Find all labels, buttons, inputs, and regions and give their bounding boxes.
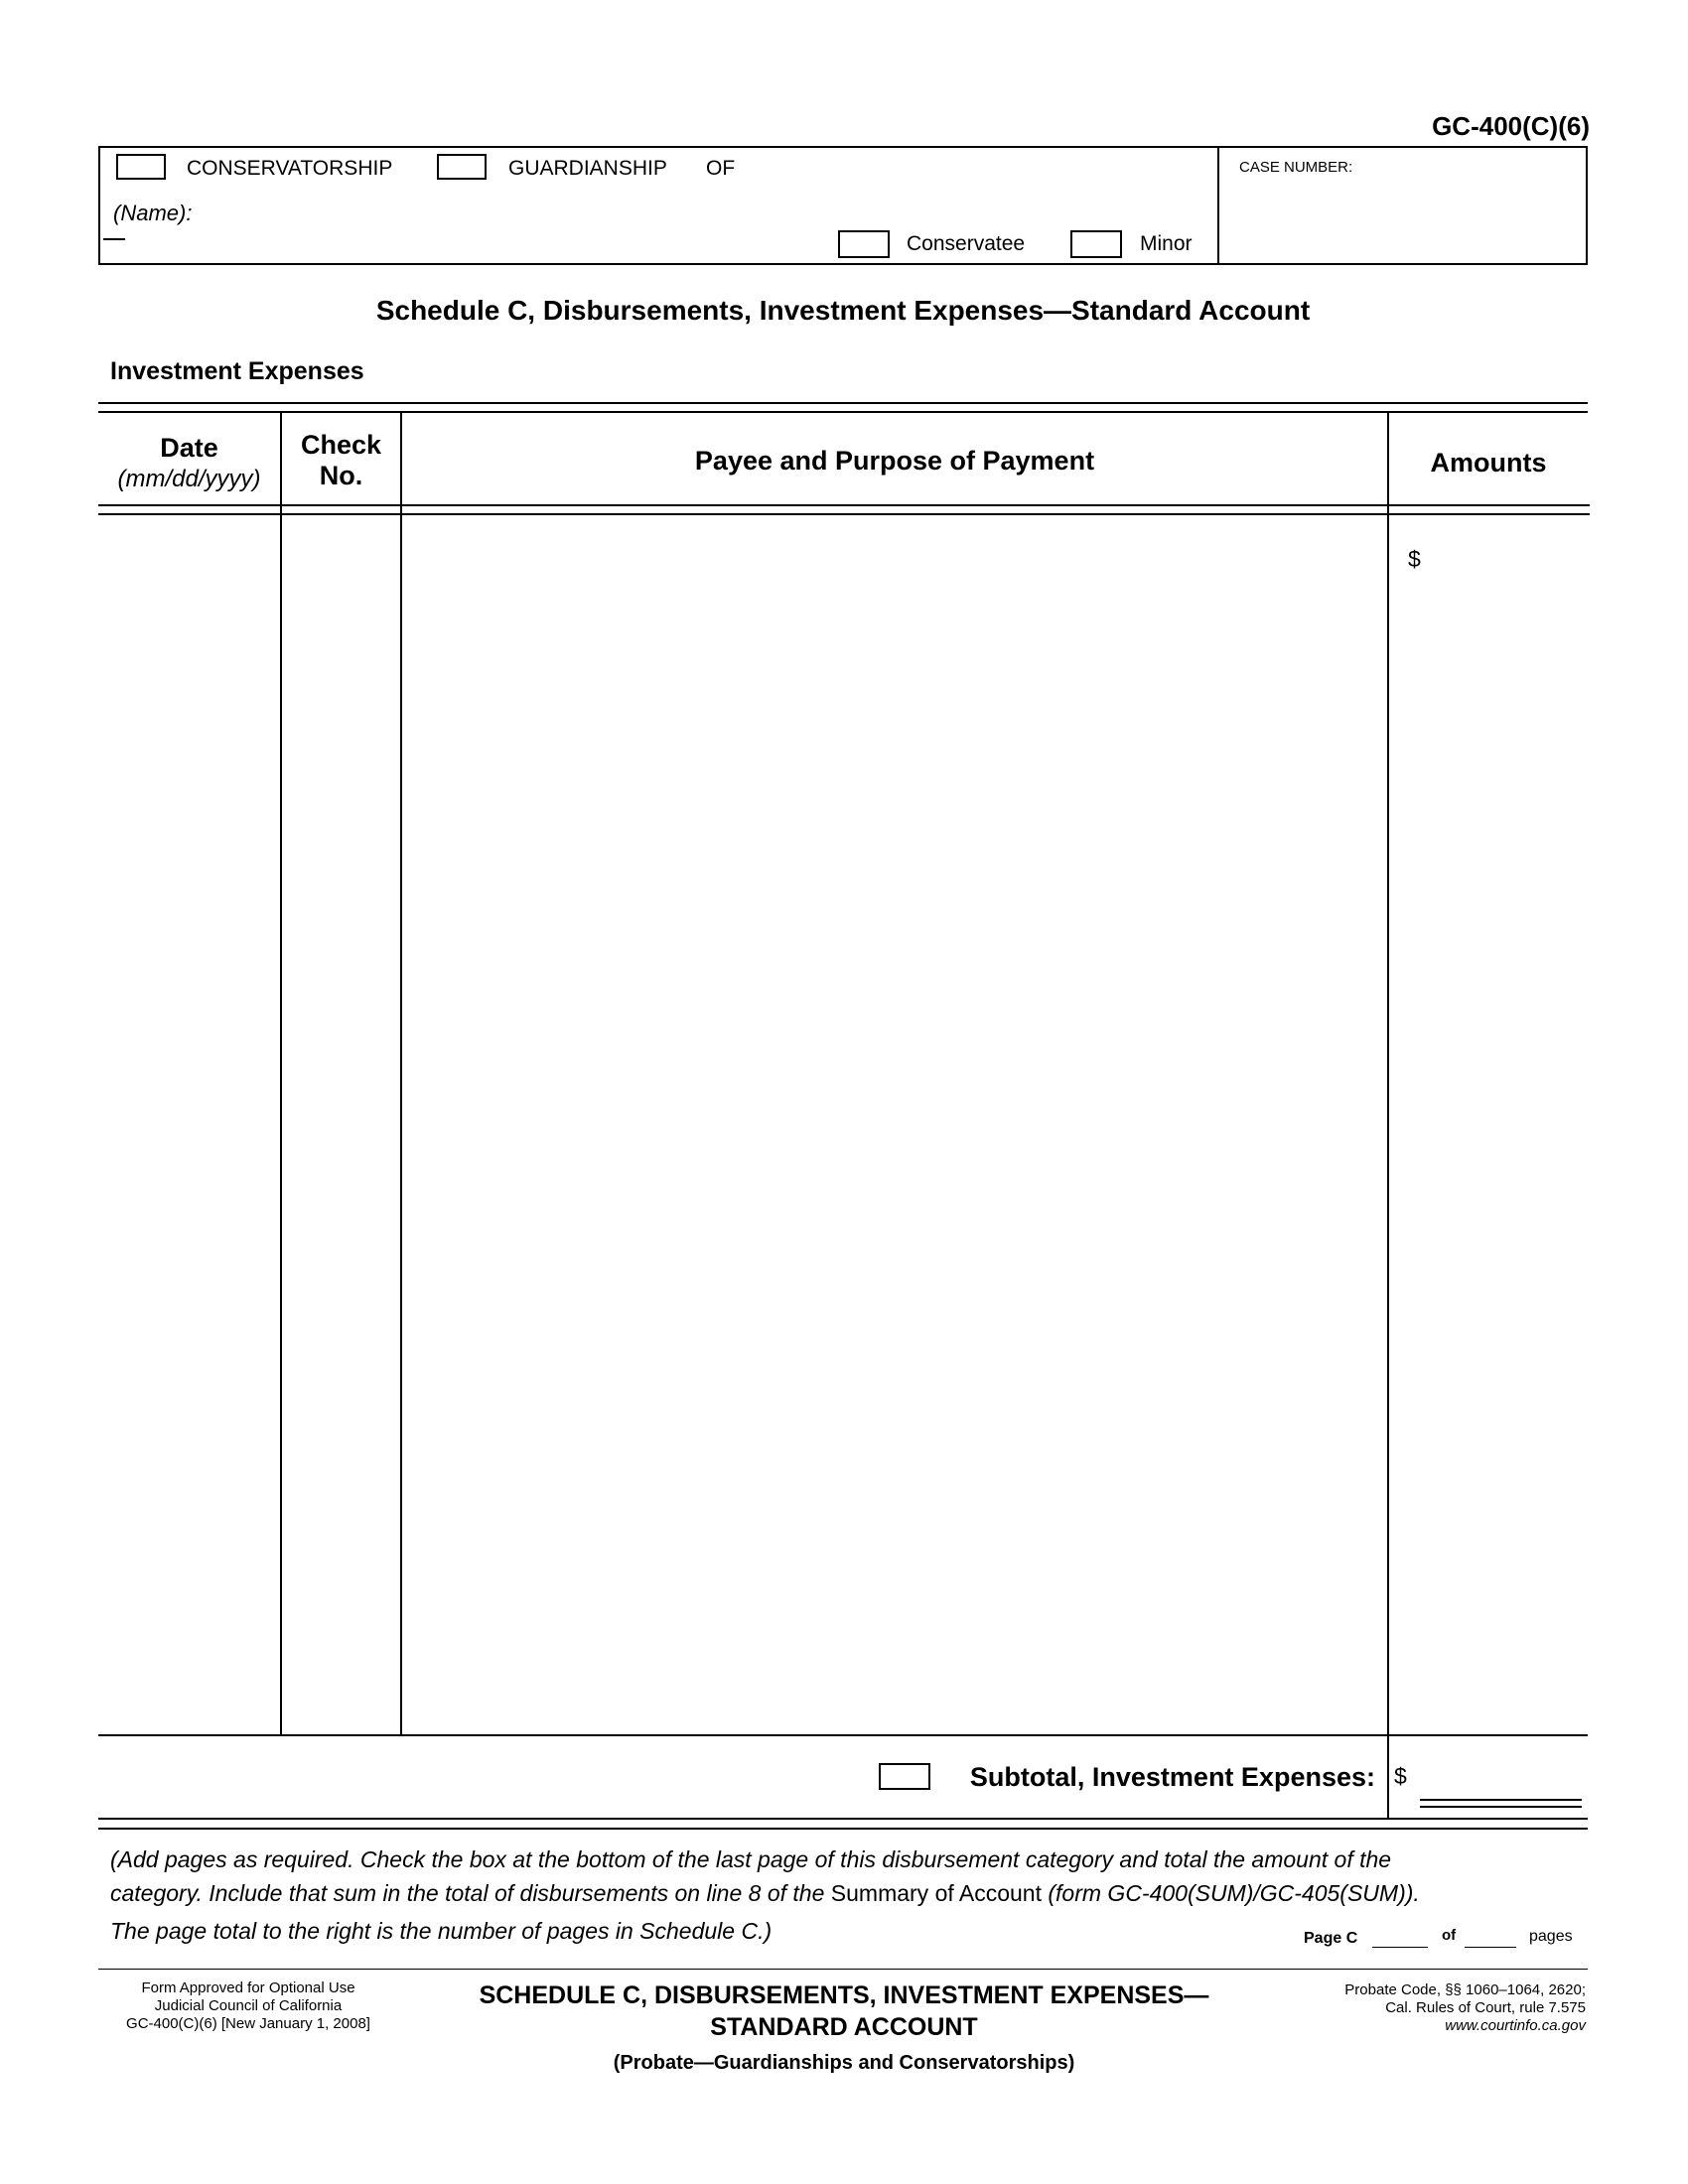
caption-divider bbox=[1217, 146, 1219, 265]
of-label: OF bbox=[706, 157, 736, 180]
form-number: GC-400(C)(6) bbox=[1432, 111, 1590, 141]
footer-right bbox=[1344, 1981, 1586, 2035]
footer-rule bbox=[98, 1969, 1588, 1970]
instructions-line1: (Add pages as required. Check the box at the bottom of the last page of this disbursement category and total the amount of the bbox=[110, 1846, 1392, 1872]
instructions-line2-a: category. Include that sum in the total of disbursements on line 8 of the bbox=[110, 1880, 831, 1906]
instructions bbox=[110, 1843, 1590, 1948]
subtotal-amount-field[interactable] bbox=[1420, 1759, 1579, 1789]
subtotal-label: Subtotal, Investment Expenses: bbox=[969, 1762, 1375, 1792]
header-amounts: Amounts bbox=[1430, 448, 1547, 478]
subtotal-double-underline bbox=[1420, 1799, 1582, 1808]
page-title: Schedule C, Disbursements, Investment Expenses—Standard Account bbox=[375, 295, 1311, 326]
of-pages-label: of bbox=[1442, 1927, 1457, 1944]
minor-label: Minor bbox=[1140, 232, 1193, 255]
table-top-rule-1 bbox=[98, 402, 1588, 404]
summary-of-account-text: Summary of Account bbox=[830, 1880, 1042, 1906]
conservatorship-label: CONSERVATORSHIP bbox=[187, 157, 393, 180]
footer-right-line2: Cal. Rules of Court, rule 7.575 bbox=[1385, 1999, 1586, 2016]
instructions-line3: The page total to the right is the number of pages in Schedule C.) bbox=[110, 1918, 773, 1944]
page-number-field[interactable] bbox=[1372, 1925, 1428, 1948]
header-payee: Payee and Purpose of Payment bbox=[694, 446, 1095, 476]
name-label: (Name): bbox=[113, 201, 193, 225]
table-body-area[interactable] bbox=[98, 515, 1588, 1734]
instructions-line2 bbox=[110, 1876, 1590, 1910]
instructions-line2-c: (form GC-400(SUM)/GC-405(SUM)). bbox=[1041, 1880, 1420, 1906]
header-check-no bbox=[282, 430, 400, 491]
case-number-field[interactable] bbox=[1239, 184, 1567, 253]
footer-center-line3: (Probate—Guardianships and Conservatorships) bbox=[613, 2052, 1075, 2074]
conservatee-checkbox[interactable] bbox=[838, 230, 890, 258]
footer-center bbox=[397, 1979, 1291, 2077]
header-date-label: Date bbox=[160, 433, 218, 463]
case-number-label: CASE NUMBER: bbox=[1239, 159, 1353, 176]
footer-center-line2: STANDARD ACCOUNT bbox=[710, 2013, 978, 2041]
amount-currency-symbol: $ bbox=[1408, 546, 1421, 572]
page-label: Page C bbox=[1304, 1930, 1358, 1947]
footer-left-line1: Form Approved for Optional Use bbox=[141, 1979, 355, 1996]
name-field[interactable] bbox=[218, 201, 814, 226]
guardianship-label: GUARDIANSHIP bbox=[508, 157, 667, 180]
footer-left-line3: GC-400(C)(6) [New January 1, 2008] bbox=[126, 2015, 370, 2032]
total-pages-field[interactable] bbox=[1465, 1925, 1516, 1948]
subtotal-bottom-rule-2 bbox=[98, 1828, 1588, 1830]
footer-center-line1: SCHEDULE C, DISBURSEMENTS, INVESTMENT EXPENSES— bbox=[479, 1981, 1209, 2009]
header-bottom-rule-1 bbox=[98, 504, 1590, 506]
header-date-format: (mm/dd/yyyy) bbox=[117, 466, 261, 492]
name-dash bbox=[103, 238, 125, 240]
subtotal-bottom-rule-1 bbox=[98, 1818, 1588, 1820]
footer-left bbox=[98, 1979, 398, 2033]
section-title: Investment Expenses bbox=[110, 357, 364, 385]
conservatorship-checkbox[interactable] bbox=[116, 154, 166, 180]
conservatee-label: Conservatee bbox=[907, 232, 1026, 255]
footer-left-line2: Judicial Council of California bbox=[154, 1997, 343, 2014]
subtotal-currency-symbol: $ bbox=[1394, 1763, 1407, 1789]
header-check-line1: Check bbox=[300, 430, 382, 460]
table-top-rule-2 bbox=[98, 411, 1588, 413]
minor-checkbox[interactable] bbox=[1070, 230, 1122, 258]
guardianship-checkbox[interactable] bbox=[437, 154, 487, 180]
header-check-line2: No. bbox=[319, 461, 363, 490]
body-bottom-rule bbox=[98, 1734, 1588, 1736]
header-date bbox=[98, 433, 280, 493]
footer-right-line3: www.courtinfo.ca.gov bbox=[1445, 2017, 1586, 2034]
subtotal-checkbox[interactable] bbox=[879, 1763, 930, 1790]
footer-right-line1: Probate Code, §§ 1060–1064, 2620; bbox=[1344, 1981, 1586, 1998]
pages-label: pages bbox=[1529, 1928, 1573, 1945]
